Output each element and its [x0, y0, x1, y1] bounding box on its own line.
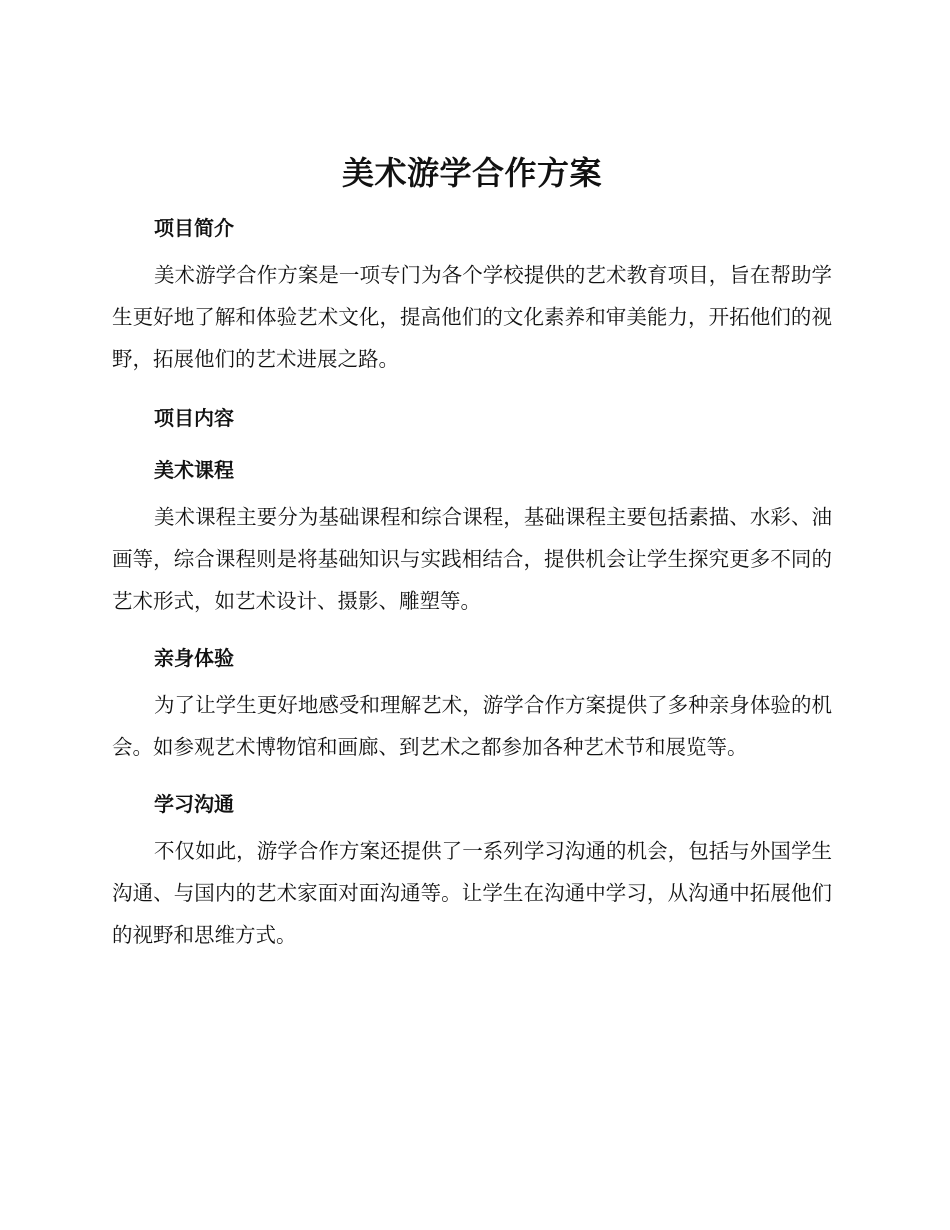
section-text-experience: 为了让学生更好地感受和理解艺术，游学合作方案提供了多种亲身体验的机会。如参观艺术博物馆和画廊、到艺术之都参加各种艺术节和展览等。: [112, 693, 832, 759]
section-text-exchange: 不仅如此，游学合作方案还提供了一系列学习沟通的机会，包括与外国学生沟通、与国内的艺术家面对面沟通等。让学生在沟通中学习，从沟通中拓展他们的视野和思维方式。: [112, 839, 832, 947]
section-heading-course: 美术课程: [154, 458, 234, 482]
document-title: 美术游学合作方案: [341, 154, 602, 192]
section-text-intro: 美术游学合作方案是一项专门为各个学校提供的艺术教育项目，旨在帮助学生更好地了解和体验艺术文化，提高他们的文化素养和审美能力，开拓他们的视野，拓展他们的艺术进展之路。: [112, 263, 832, 371]
document-page: [112, 146, 832, 956]
section-text-course: 美术课程主要分为基础课程和综合课程，基础课程主要包括素描、水彩、油画等，综合课程则是将基础知识与实践相结合，提供机会让学生探究更多不同的艺术形式，如艺术设计、摄影、雕塑等。: [112, 505, 832, 613]
section-heading-exchange: 学习沟通: [154, 792, 234, 816]
section-heading-content: 项目内容: [154, 406, 234, 430]
section-heading-intro: 项目简介: [154, 216, 234, 240]
section-heading-experience: 亲身体验: [154, 646, 234, 670]
